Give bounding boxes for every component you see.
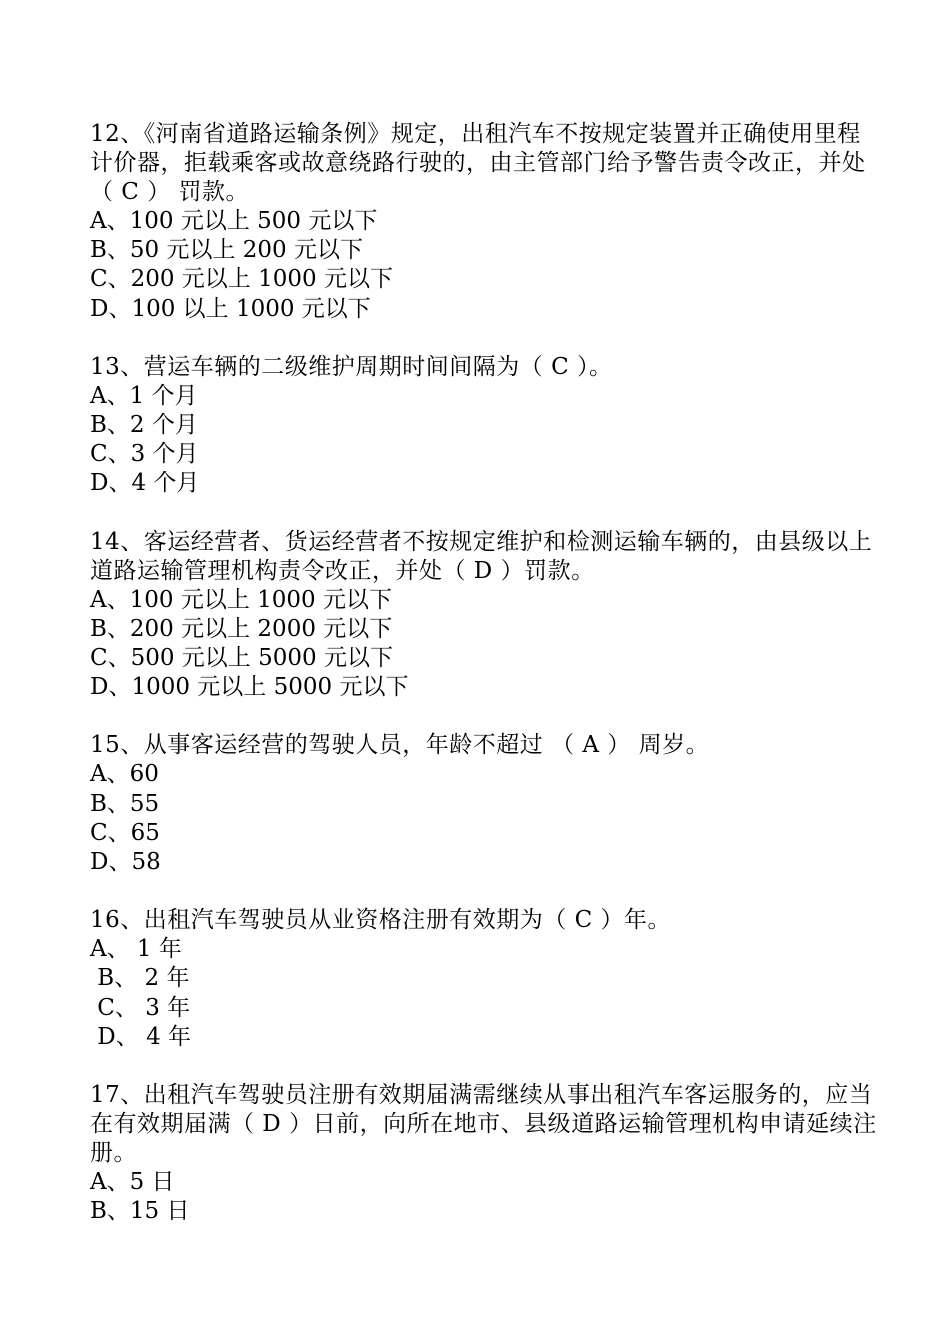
option-d: D、58 — [90, 849, 161, 876]
option-c: C、 3 年 — [90, 994, 191, 1021]
question-12 — [90, 120, 880, 324]
question-17 — [90, 1081, 880, 1226]
question-text: 14、客运经营者、货运经营者不按规定维护和检测运输车辆的，由县级以上道路运输管理机构责令改正，并处（ D ）罚款。 — [90, 528, 873, 584]
option-b: B、200 元以上 2000 元以下 — [90, 615, 393, 642]
option-a: A、60 — [90, 761, 159, 788]
option-a: A、5 日 — [90, 1169, 175, 1196]
option-d: D、 4 年 — [90, 1023, 192, 1050]
option-b: B、 2 年 — [90, 965, 190, 992]
document-page — [90, 120, 880, 1255]
option-a: A、 1 年 — [90, 936, 182, 963]
question-text: 16、出租汽车驾驶员从业资格注册有效期为（ C ）年。 — [90, 907, 671, 934]
option-b: B、50 元以上 200 元以下 — [90, 237, 364, 264]
question-13 — [90, 353, 880, 499]
option-c: C、3 个月 — [90, 441, 199, 468]
option-b: B、15 日 — [90, 1198, 190, 1225]
option-b: B、2 个月 — [90, 412, 198, 439]
option-d: D、100 以上 1000 元以下 — [90, 295, 371, 322]
question-15 — [90, 731, 880, 877]
question-text: 17、出租汽车驾驶员注册有效期届满需继续从事出租汽车客运服务的，应当在有效期届满（ D ）日前，向所在地市、县级道路运输管理机构申请延续注册。 — [90, 1082, 877, 1167]
option-b: B、55 — [90, 790, 160, 817]
question-text: 13、营运车辆的二级维护周期时间间隔为（ C ）。 — [90, 353, 613, 380]
option-a: A、100 元以上 500 元以下 — [90, 208, 378, 234]
option-a: A、100 元以上 1000 元以下 — [90, 586, 392, 613]
option-c: C、500 元以上 5000 元以下 — [90, 645, 393, 672]
option-c: C、200 元以上 1000 元以下 — [90, 266, 393, 293]
question-text: 15、从事客运经营的驾驶人员，年龄不超过 （ A ） 周岁。 — [90, 732, 710, 759]
question-text: 12、《河南省道路运输条例》规定，出租汽车不按规定装置并正确使用里程计价器，拒载乘客或故意绕路行驶的，由主管部门给予警告责令改正，并处 （ C ） 罚款。 — [90, 121, 866, 205]
option-d: D、4 个月 — [90, 470, 200, 497]
question-16 — [90, 906, 880, 1052]
question-14 — [90, 528, 880, 703]
option-d: D、1000 元以上 5000 元以下 — [90, 674, 409, 701]
option-c: C、65 — [90, 819, 160, 846]
option-a: A、1 个月 — [90, 382, 198, 409]
